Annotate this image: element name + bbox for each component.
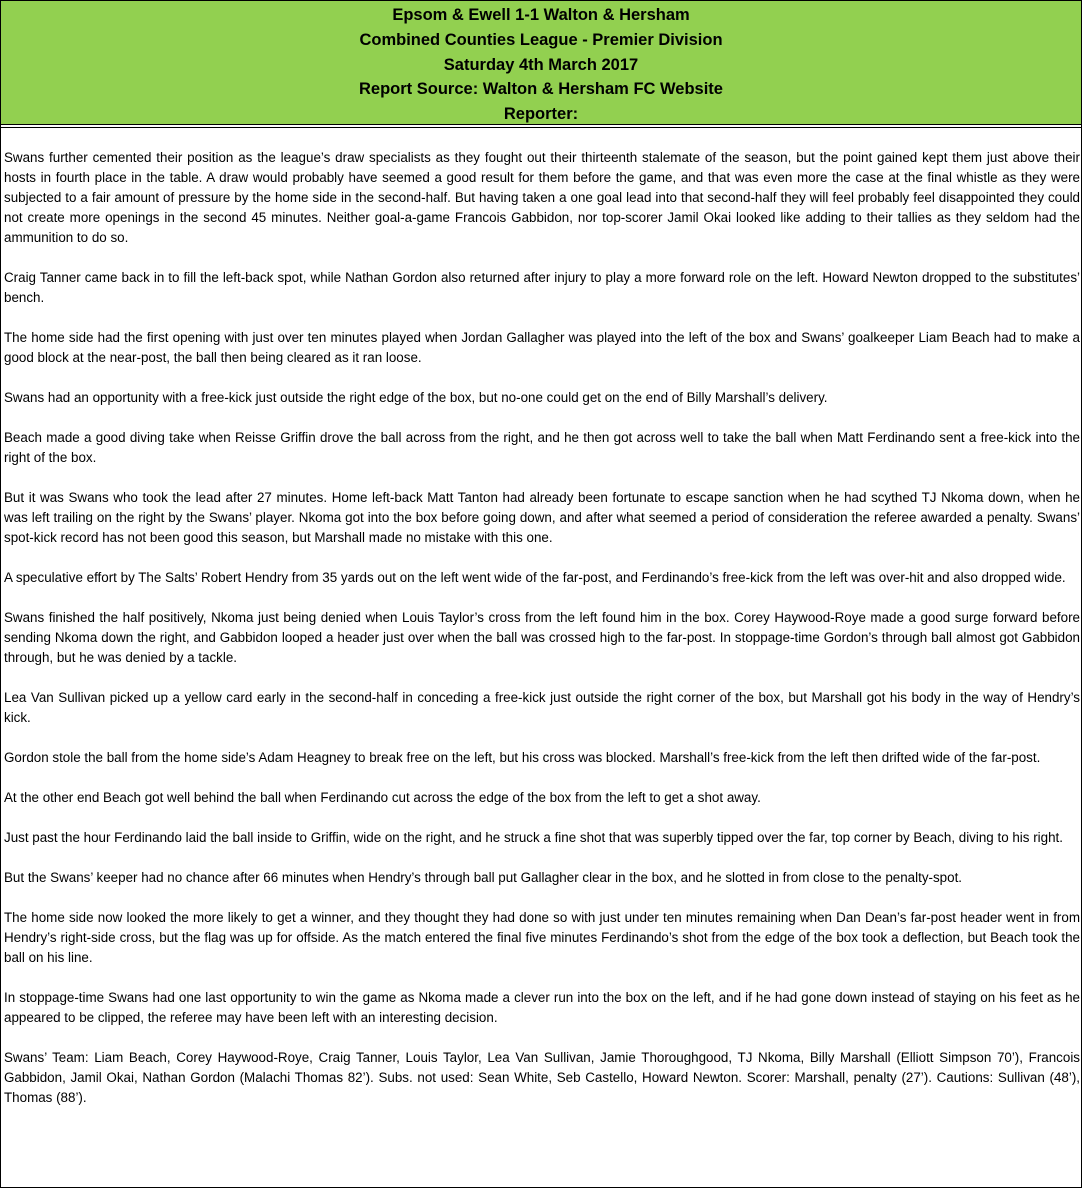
report-paragraph: Craig Tanner came back in to fill the left-back spot, while Nathan Gordon also returned after injury to play a more forward role on the left. Howard Newton dropped to the substitutes’ bench. bbox=[4, 270, 1080, 305]
report-body bbox=[1, 127, 1081, 1108]
report-paragraph: But the Swans’ keeper had no chance after 66 minutes when Hendry’s through ball put Gallagher clear in the box, and he slotted in from close to the penalty-spot. bbox=[4, 870, 963, 885]
report-paragraph: Lea Van Sullivan picked up a yellow card early in the second-half in conceding a free-kick just outside the right corner of the box, but Marshall got his body in the way of Hendry’s kick. bbox=[4, 690, 1080, 725]
report-paragraph: Swans further cemented their position as the league’s draw specialists as they fought out their thirteenth stalemate of the season, but the point gained kept them just above their hosts in fourth place in the table. A draw would probably have seemed a good result for them before the game, and that was even more the case at the final whistle as they were subjected to a fair amount of pressure by the home side in the second-half. But having taken a one goal lead into that second-half they will feel probably feel disappointed they could not create more openings in the second 45 minutes. Neither goal-a-game Francois Gabbidon, nor top-scorer Jamil Okai looked like adding to their tallies as they seldom had the ammunition to do so. bbox=[4, 150, 1080, 245]
report-paragraph: But it was Swans who took the lead after 27 minutes. Home left-back Matt Tanton had already been fortunate to escape sanction when he had scythed TJ Nkoma down, when he was left trailing on the right by the Swans’ player. Nkoma got into the box before going down, and after what seemed a period of consideration the referee awarded a penalty. Swans’ spot-kick record has not been good this season, but Marshall made no mistake with this one. bbox=[4, 490, 1080, 545]
report-paragraph: The home side now looked the more likely to get a winner, and they thought they had done so with just under ten minutes remaining when Dan Dean’s far-post header went in from Hendry’s right-side cross, but the flag was up for offside. As the match entered the final five minutes Ferdinando’s shot from the edge of the box took a deflection, but Beach took the ball on his line. bbox=[4, 910, 1080, 965]
report-paragraph: At the other end Beach got well behind the ball when Ferdinando cut across the edge of the box from the left to get a shot away. bbox=[4, 790, 761, 805]
match-date: Saturday 4th March 2017 bbox=[443, 55, 639, 74]
report-paragraph: Beach made a good diving take when Reisse Griffin drove the ball across from the right, and he then got across well to take the ball when Matt Ferdinando sent a free-kick into the right of the box. bbox=[4, 430, 1080, 465]
report-paragraph: A speculative effort by The Salts’ Robert Hendry from 35 yards out on the left went wide of the far-post, and Ferdinando’s free-kick from the left was over-hit and also dropped wide. bbox=[4, 570, 1066, 585]
report-header bbox=[1, 1, 1081, 125]
report-source: Report Source: Walton & Hersham FC Website bbox=[359, 80, 723, 99]
report-paragraph: Swans had an opportunity with a free-kick just outside the right edge of the box, but no-one could get on the end of Billy Marshall’s delivery. bbox=[4, 390, 828, 405]
report-paragraph: The home side had the first opening with just over ten minutes played when Jordan Gallagher was played into the left of the box and Swans’ goalkeeper Liam Beach had to make a good block at the near-post, the ball then being cleared as it ran loose. bbox=[4, 330, 1080, 365]
team-lineup-paragraph: Swans’ Team: Liam Beach, Corey Haywood-Roye, Craig Tanner, Louis Taylor, Lea Van Sullivan, Jamie Thoroughgood, TJ Nkoma, Billy Marshall (Elliott Simpson 70’), Francois Gabbidon, Jamil Okai, Nathan Gordon (Malachi Thomas 82’). Subs. not used: Sean White, Seb Castello, Howard Newton. Scorer: Marshall, penalty (27’). Cautions: Sullivan (48’), Thomas (88’). bbox=[4, 1050, 1080, 1105]
reporter-label: Reporter: bbox=[503, 105, 579, 124]
competition-name: Combined Counties League - Premier Division bbox=[359, 30, 723, 49]
report-paragraph: Swans finished the half positively, Nkoma just being denied when Louis Taylor’s cross from the left found him in the box. Corey Haywood-Roye made a good surge forward before sending Nkoma down the right, and Gabbidon looped a header just over when the ball was crossed high to the far-post. In stoppage-time Gordon’s through ball almost got Gabbidon through, but he was denied by a tackle. bbox=[4, 610, 1080, 665]
match-result-title: Epsom & Ewell 1-1 Walton & Hersham bbox=[392, 6, 690, 24]
report-paragraph: Gordon stole the ball from the home side’s Adam Heagney to break free on the left, but his cross was blocked. Marshall’s free-kick from the left then drifted wide of the far-post. bbox=[4, 750, 1041, 765]
report-paragraph: In stoppage-time Swans had one last opportunity to win the game as Nkoma made a clever run into the box on the left, and if he had gone down instead of staying on his feet as he appeared to be clipped, the referee may have been left with an interesting decision. bbox=[4, 990, 1080, 1025]
report-paragraph: Just past the hour Ferdinando laid the ball inside to Griffin, wide on the right, and he struck a fine shot that was superbly tipped over the far, top corner by Beach, diving to his right. bbox=[4, 830, 1063, 845]
